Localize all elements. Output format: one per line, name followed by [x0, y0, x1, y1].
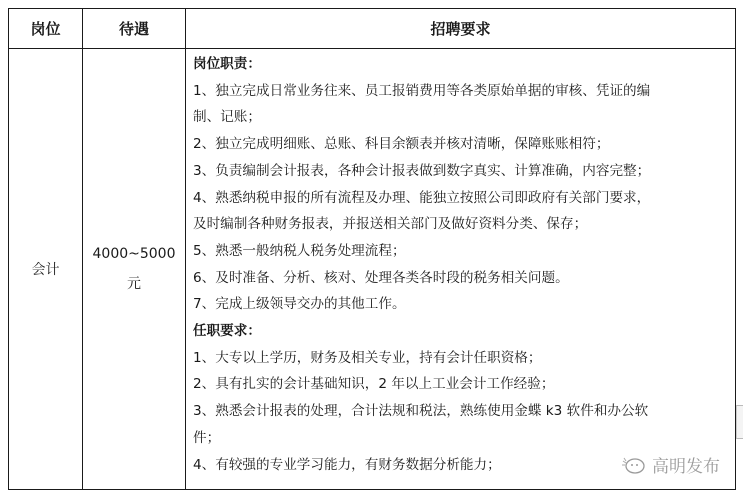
header-salary: 待遇 — [83, 9, 186, 49]
duty-line: 7、完成上级领导交办的其他工作。 — [193, 296, 406, 313]
duties-title: 岗位职责： — [193, 56, 261, 72]
job-table — [8, 8, 736, 490]
requirement-line: 2、具有扎实的会计基础知识，2 年以上工业会计工作经验； — [193, 376, 555, 393]
header-row — [9, 9, 736, 49]
duty-line: 1、独立完成日常业务往来、员工报销费用等各类原始单据的审核、凭证的编 — [193, 82, 651, 99]
requirement-line: 3、熟悉会计报表的处理，合计法规和税法，熟练使用金蝶 k3 软件和办公软 — [193, 403, 649, 420]
salary-unit: 元 — [127, 276, 141, 292]
requirements-cell — [186, 49, 736, 490]
salary-cell — [83, 49, 186, 490]
header-requirements: 招聘要求 — [186, 9, 736, 49]
header-position: 岗位 — [9, 9, 83, 49]
wechat-icon — [620, 455, 646, 475]
requirement-line: 4、有较强的专业学习能力，有财务数据分析能力； — [193, 456, 501, 473]
duty-line: 5、熟悉一般纳税人税务处理流程； — [193, 242, 406, 259]
duty-line: 制、记账； — [193, 109, 261, 126]
requirements-title: 任职要求： — [193, 323, 261, 340]
watermark-text: 高明发布 — [652, 457, 720, 477]
salary-range: 4000~5000 — [92, 246, 176, 262]
edge-tab — [736, 405, 743, 439]
duty-line: 2、独立完成明细账、总账、科目余额表并核对清晰，保障账账相符； — [193, 136, 610, 153]
duty-line: 3、负责编制会计报表，各种会计报表做到数字真实、计算准确，内容完整； — [193, 162, 651, 179]
watermark — [620, 452, 720, 477]
requirement-line: 件； — [193, 429, 221, 446]
position-cell: 会计 — [9, 49, 83, 490]
table-row — [9, 49, 736, 490]
duty-line: 6、及时准备、分析、核对、处理各类各时段的税务相关问题。 — [193, 269, 569, 286]
duty-line: 及时编制各种财务报表，并报送相关部门及做好资料分类、保存； — [193, 216, 588, 233]
requirement-line: 1、大专以上学历，财务及相关专业，持有会计任职资格； — [193, 349, 542, 366]
duty-line: 4、熟悉纳税申报的所有流程及办理、能独立按照公司即政府有关部门要求， — [193, 189, 651, 206]
